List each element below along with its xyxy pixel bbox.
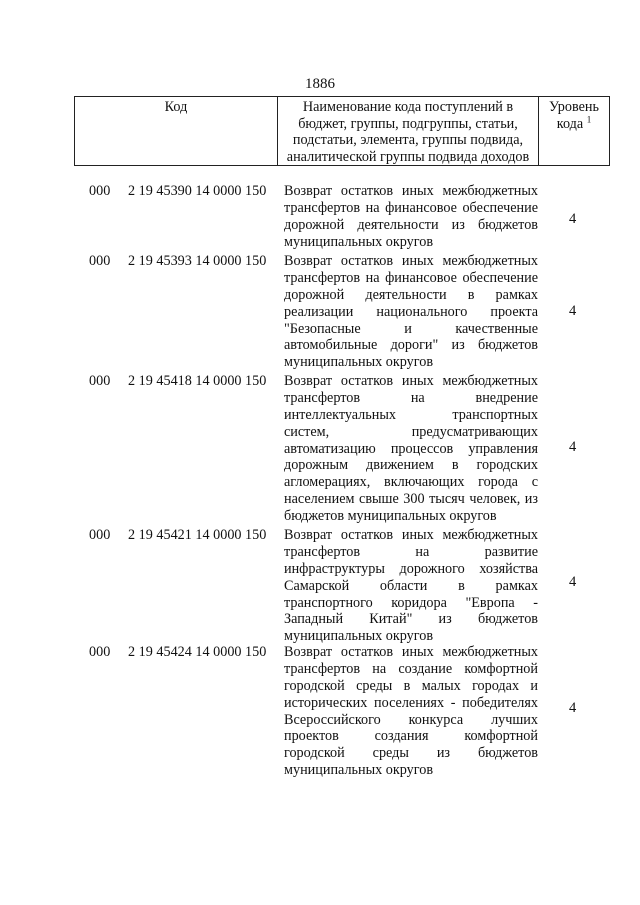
revenue-code: 2 19 45393 14 0000 150 <box>128 253 267 269</box>
header-name-cell <box>278 97 539 166</box>
header-name-line: Наименование кода поступлений в <box>302 99 514 115</box>
code-level: 4 <box>569 574 577 590</box>
code-prefix: 000 <box>89 183 111 199</box>
description-line: муниципальных округов <box>284 762 434 779</box>
description-line: агломерациях, включающих города с <box>284 474 538 491</box>
code-level: 4 <box>569 700 577 716</box>
description-line: Возврат остатков иных межбюджетных <box>284 373 538 389</box>
description-line: интеллектуальных транспортных <box>284 406 538 423</box>
header-level-line: Уровень <box>549 99 599 115</box>
code-prefix: 000 <box>89 253 111 269</box>
description-line: Возврат остатков иных межбюджетных <box>284 183 538 199</box>
description-line: населением свыше 300 тысяч человек, из <box>284 491 538 508</box>
header-name-line: бюджет, группы, подгруппы, статьи, <box>298 115 518 132</box>
description-line: Западный Китай" из бюджетов <box>284 611 538 628</box>
description-line: городской среды из бюджетов <box>284 745 538 762</box>
description-line: Возврат остатков иных межбюджетных <box>284 644 538 660</box>
revenue-code: 2 19 45421 14 0000 150 <box>128 527 267 543</box>
description-line: Самарской области в рамках <box>284 577 538 594</box>
revenue-code: 2 19 45418 14 0000 150 <box>128 373 267 389</box>
revenue-code: 2 19 45390 14 0000 150 <box>128 183 267 199</box>
page-number: 1886 <box>305 76 335 92</box>
description-line: трансфертов на финансовое обеспечение <box>284 269 538 286</box>
revenue-code: 2 19 45424 14 0000 150 <box>128 644 267 660</box>
header-code-cell <box>75 97 278 166</box>
description-line: Всероссийского конкурса лучших <box>284 711 538 728</box>
code-description <box>284 373 538 525</box>
header-code-label: Код <box>164 99 188 115</box>
description-line: транспортного коридора "Европа - <box>284 594 538 611</box>
code-description <box>284 527 538 645</box>
code-prefix: 000 <box>89 373 111 389</box>
description-line: реализации национального проекта <box>284 303 538 320</box>
description-line: дорожной деятельности в рамках <box>284 286 538 303</box>
header-level-line: кода <box>556 115 584 132</box>
header-level-cell <box>539 97 610 166</box>
footnote-marker: 1 <box>586 113 592 124</box>
code-description <box>284 183 538 251</box>
code-description <box>284 644 538 779</box>
code-level: 4 <box>569 303 577 319</box>
description-line: трансфертов на финансовое обеспечение <box>284 199 538 216</box>
description-line: Возврат остатков иных межбюджетных <box>284 253 538 269</box>
description-line: трансфертов на внедрение <box>284 389 538 406</box>
description-line: муниципальных округов <box>284 354 434 371</box>
code-level: 4 <box>569 211 577 227</box>
description-line: бюджетов муниципальных округов <box>284 508 497 525</box>
description-line: "Безопасные и качественные <box>284 320 538 337</box>
description-line: дорожным движением в городских <box>284 457 538 474</box>
code-prefix: 000 <box>89 644 111 660</box>
description-line: систем, предусматривающих <box>284 423 538 440</box>
description-line: автоматизацию процессов управления <box>284 440 538 457</box>
description-line: трансфертов на развитие <box>284 543 538 560</box>
description-line: исторических поселениях - победителях <box>284 694 538 711</box>
description-line: инфраструктуры дорожного хозяйства <box>284 560 538 577</box>
code-prefix: 000 <box>89 527 111 543</box>
description-line: трансфертов на создание комфортной <box>284 660 538 677</box>
description-line: дорожной деятельности из бюджетов <box>284 216 538 233</box>
description-line: Возврат остатков иных межбюджетных <box>284 527 538 543</box>
table-header <box>74 96 610 166</box>
header-name-line: подстатьи, элемента, группы подвида, <box>292 132 524 149</box>
description-line: проектов создания комфортной <box>284 728 538 745</box>
header-name-line: аналитической группы подвида доходов <box>286 148 530 165</box>
code-level: 4 <box>569 439 577 455</box>
description-line: городской среды в малых городах и <box>284 677 538 694</box>
description-line: автомобильные дороги" из бюджетов <box>284 337 538 354</box>
description-line: муниципальных округов <box>284 233 434 250</box>
description-line: муниципальных округов <box>284 628 434 645</box>
code-description <box>284 253 538 371</box>
